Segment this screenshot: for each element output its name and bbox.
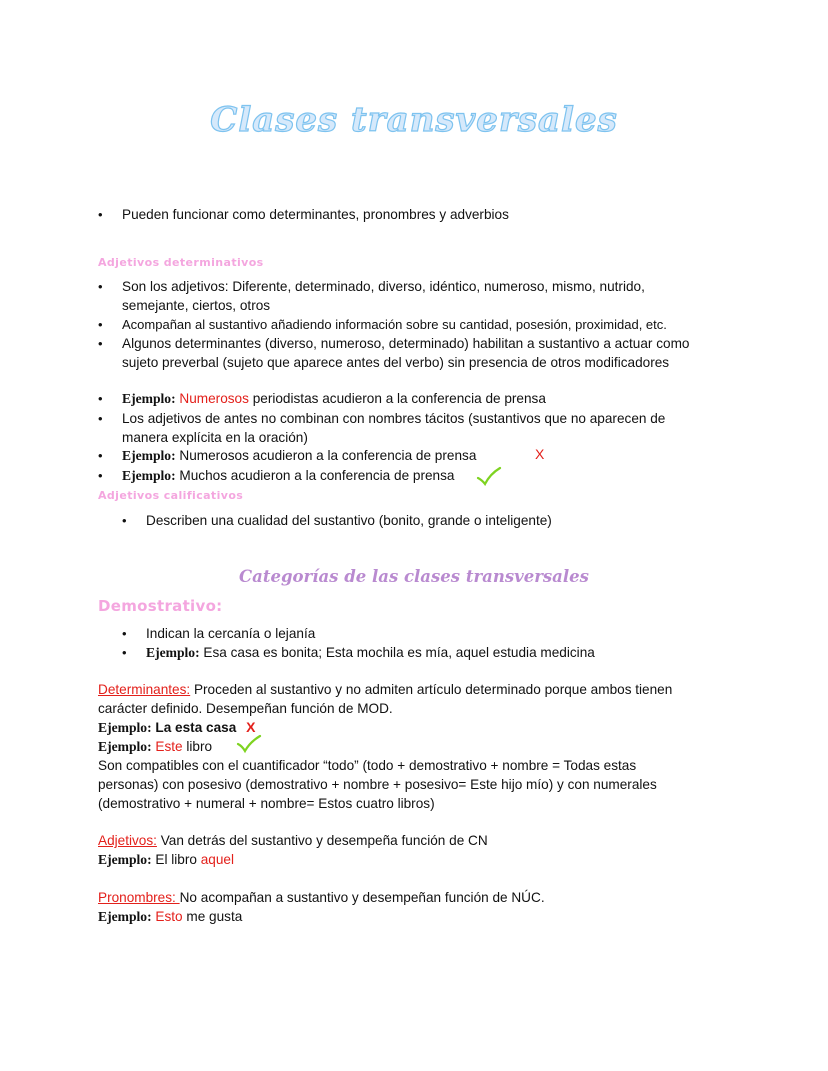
example-label: Ejemplo: — [98, 852, 152, 867]
bullet-dot: • — [98, 207, 103, 222]
list-item: Describen una cualidad del sustantivo (bonito, grande o inteligente) — [146, 513, 552, 528]
example-line: Ejemplo: Esto me gusta — [98, 909, 243, 924]
bullet-dot: • — [98, 411, 103, 426]
wrong-mark-icon: X — [535, 446, 545, 462]
example-label: Ejemplo: — [98, 720, 152, 735]
term-label: Adjetivos: — [98, 833, 157, 848]
example-line: Ejemplo: La esta casa X — [98, 719, 256, 735]
example-line: Ejemplo: Esa casa es bonita; Esta mochila es mía, aquel estudia medicina — [146, 645, 595, 660]
example-label: Ejemplo: — [98, 739, 152, 754]
example-label: Ejemplo: — [122, 448, 176, 463]
check-icon — [236, 734, 262, 754]
intro-text: Pueden funcionar como determinantes, pronombres y adverbios — [122, 207, 509, 222]
check-icon — [476, 466, 502, 486]
list-item: Los adjetivos de antes no combinan con nombres tácitos (sustantivos que no aparecen de manera explícita en la oración) — [122, 411, 666, 445]
example-line: Ejemplo: El libro aquel — [98, 852, 234, 867]
example-line: Ejemplo: Numerosos periodistas acudieron a la conferencia de prensa — [122, 391, 546, 406]
section-heading-demostrativo: Demostrativo: — [98, 597, 223, 615]
list-item: Indican la cercanía o lejanía — [146, 626, 316, 641]
section-heading-adjetivos-determinativos: Adjetivos determinativos — [98, 256, 264, 269]
wrong-mark-icon: X — [246, 719, 256, 735]
bullet-dot: • — [122, 645, 127, 660]
list-item: Algunos determinantes (diverso, numeroso, determinado) habilitan a sustantivo a actuar como sujeto preverbal (sujeto que aparece antes del verbo) sin presencia de otros modificadores — [122, 336, 690, 370]
section-title-categorias: Categorías de las clases transversales — [239, 567, 589, 586]
paragraph-adjetivos: Adjetivos: Van detrás del sustantivo y desempeña función de CN — [98, 833, 488, 848]
page-title: Clases transversales — [210, 100, 618, 140]
bullet-dot: • — [98, 279, 103, 294]
bullet-dot: • — [122, 513, 127, 528]
bullet-dot: • — [98, 317, 103, 332]
example-line: Ejemplo: Este libro — [98, 739, 213, 754]
list-item: Son los adjetivos: Diferente, determinado, diverso, idéntico, numeroso, mismo, nutrido, semejante, ciertos, otros — [122, 279, 645, 313]
paragraph-determinantes: Determinantes: Proceden al sustantivo y no admiten artículo determinado porque ambos tienen carácter definido. Desempeñan función de MOD. — [98, 682, 673, 716]
example-line: Ejemplo: Numerosos acudieron a la conferencia de prensa — [122, 448, 477, 463]
example-label: Ejemplo: — [122, 468, 176, 483]
example-label: Ejemplo: — [98, 909, 152, 924]
bullet-dot: • — [122, 626, 127, 641]
term-label: Pronombres: — [98, 890, 180, 905]
example-label: Ejemplo: — [122, 391, 176, 406]
example-line: Ejemplo: Muchos acudieron a la conferencia de prensa — [122, 468, 455, 483]
term-label: Determinantes: — [98, 682, 191, 697]
bullet-dot: • — [98, 468, 103, 483]
bullet-dot: • — [98, 448, 103, 463]
highlight-word: aquel — [200, 852, 234, 867]
bullet-dot: • — [98, 391, 103, 406]
paragraph-pronombres: Pronombres: No acompañan a sustantivo y desempeñan función de NÚC. — [98, 890, 545, 905]
list-item: Acompañan al sustantivo añadiendo información sobre su cantidad, posesión, proximidad, etc. — [122, 317, 667, 332]
bullet-dot: • — [98, 336, 103, 351]
highlight-word: Numerosos — [179, 391, 249, 406]
example-label: Ejemplo: — [146, 645, 200, 660]
section-heading-adjetivos-calificativos: Adjetivos calificativos — [98, 489, 244, 502]
highlight-word: Esto — [155, 909, 183, 924]
highlight-word: Este — [155, 739, 183, 754]
paragraph-compatibles: Son compatibles con el cuantificador “todo” (todo + demostrativo + nombre = Todas estas personas) con posesivo (demostrativo + nombre + posesivo= Este hijo mío) y con numerales (demostrativo + numeral + nombre= Estos cuatro libros) — [98, 758, 657, 811]
